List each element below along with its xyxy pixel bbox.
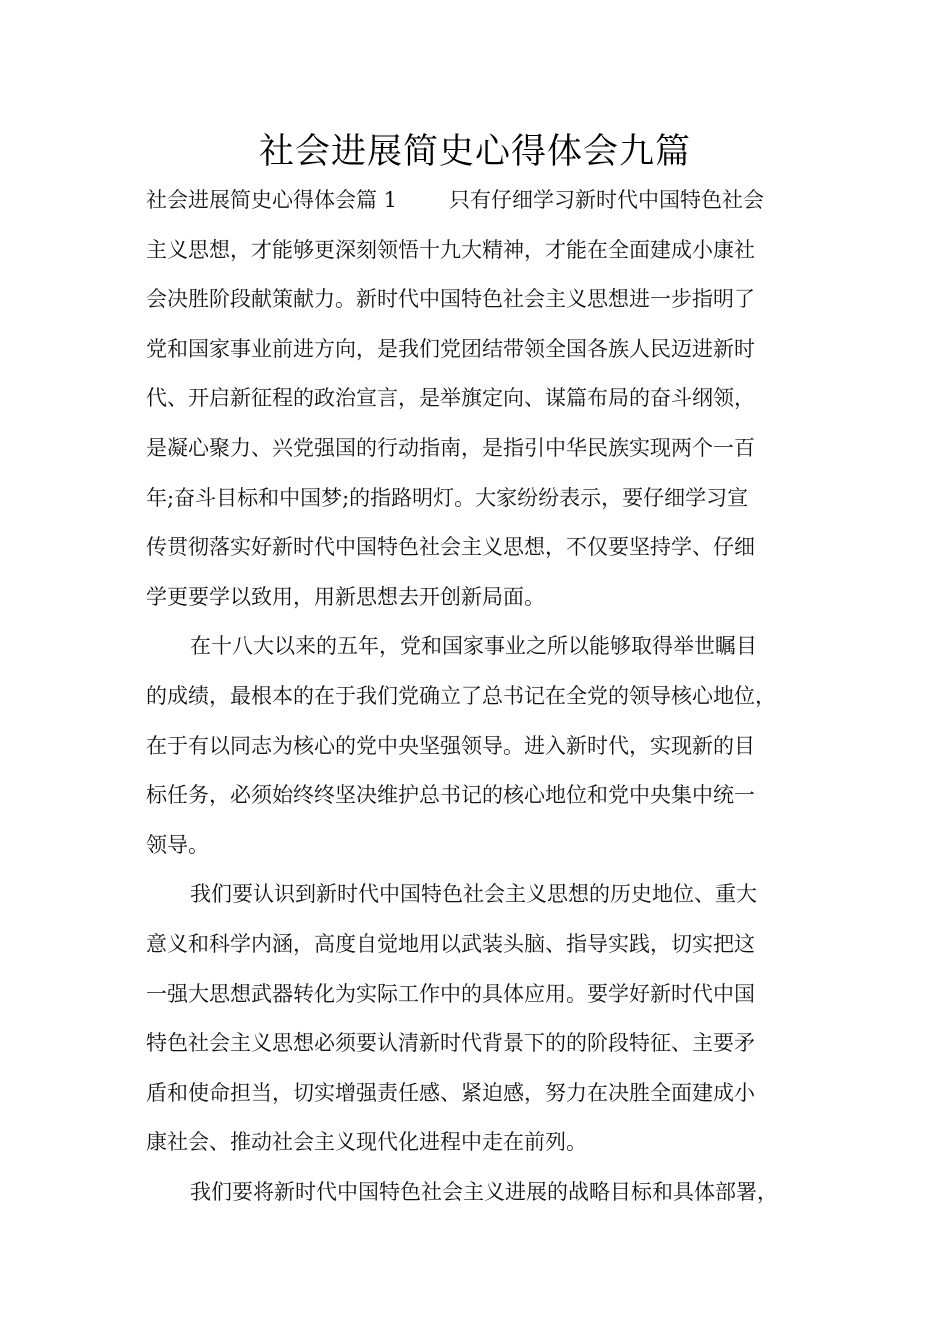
body-line: 会决胜阶段献策献力。新时代中国特色社会主义思想进一步指明了 bbox=[146, 287, 755, 312]
document-body bbox=[146, 176, 828, 1217]
body-line: 在于有以同志为核心的党中央坚强领导。进入新时代，实现新的目 bbox=[146, 733, 755, 758]
body-line: 学更要学以致用，用新思想去开创新局面。 bbox=[146, 584, 545, 609]
body-line: 代、开启新征程的政治宣言，是举旗定向、谋篇布局的奋斗纲领， bbox=[146, 386, 755, 411]
body-line: 一强大思想武器转化为实际工作中的具体应用。要学好新时代中国 bbox=[146, 981, 755, 1006]
body-line: 领导。 bbox=[146, 832, 209, 857]
body-line: 意义和科学内涵，高度自觉地用以武装头脑、指导实践，切实把这 bbox=[146, 931, 755, 956]
body-line: 是凝心聚力、兴党强国的行动指南，是指引中华民族实现两个一百 bbox=[146, 435, 755, 460]
body-line: 年;奋斗目标和中国梦;的指路明灯。大家纷纷表示，要仔细学习宣 bbox=[146, 485, 749, 510]
body-line: 党和国家事业前进方向，是我们党团结带领全国各族人民迈进新时 bbox=[146, 336, 755, 361]
section-heading: 社会进展简史心得体会篇 1 bbox=[146, 188, 398, 212]
body-line: 我们要认识到新时代中国特色社会主义思想的历史地位、重大 bbox=[190, 882, 757, 907]
body-line: 康社会、推动社会主义现代化进程中走在前列。 bbox=[146, 1130, 587, 1155]
body-line: 标任务，必须始终终坚决维护总书记的核心地位和党中央集中统一 bbox=[146, 783, 755, 808]
body-line: 盾和使命担当，切实增强责任感、紧迫感，努力在决胜全面建成小 bbox=[146, 1080, 755, 1105]
body-line: 传贯彻落实好新时代中国特色社会主义思想，不仅要坚持学、仔细 bbox=[146, 535, 755, 560]
body-line: 主义思想，才能够更深刻领悟十九大精神，才能在全面建成小康社 bbox=[146, 237, 755, 262]
body-line bbox=[146, 176, 828, 226]
body-line: 特色社会主义思想必须要认清新时代背景下的的阶段特征、主要矛 bbox=[146, 1031, 755, 1056]
body-line: 在十八大以来的五年，党和国家事业之所以能够取得举世瞩目 bbox=[190, 634, 757, 659]
body-line-text: 只有仔细学习新时代中国特色社会 bbox=[449, 188, 765, 212]
document-title: 社会进展简史心得体会九篇 bbox=[258, 132, 691, 172]
body-line: 的成绩，最根本的在于我们党确立了总书记在全党的领导核心地位， bbox=[146, 683, 776, 708]
body-line: 我们要将新时代中国特色社会主义进展的战略目标和具体部署， bbox=[190, 1179, 778, 1204]
